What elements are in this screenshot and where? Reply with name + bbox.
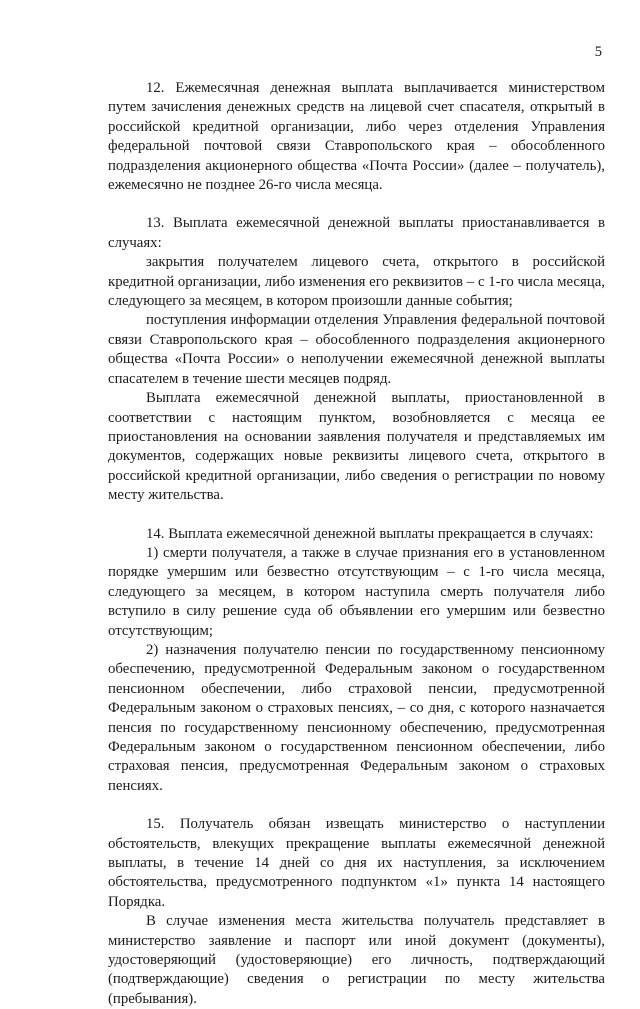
page-number: 5 bbox=[594, 44, 602, 60]
paragraph-13-postal-info: поступления информации отделения Управления федеральной почтовой связи Ставропольского края – обособленного подразделения акционерного общества «Почта России» о неполучении ежемесячной денежной выплаты спасателем в течение шести месяцев подряд. bbox=[108, 312, 605, 387]
paragraph-12: 12. Ежемесячная денежная выплата выплачивается министерством путем зачисления денежных средств на лицевой счет спасателя, открытый в российской кредитной организации, либо через отделения Управления федеральной почтовой связи Ставропольского края – обособленного подразделения акционерного общества «Почта России» (далее – получатель), ежемесячно не позднее 26-го числа месяца. bbox=[108, 80, 605, 194]
paragraph-14-item-1: 1) смерти получателя, а также в случае признания его в установленном порядке умершим или безвестно отсутствующим – с 1-го числа месяца, следующего за месяцем, в котором наступила смерть получателя либо вступило в силу решение суда об объявлении его умершим или безвестно отсутствующим; bbox=[108, 544, 605, 639]
paragraph-14-item-2: 2) назначения получателю пенсии по государственному пенсионному обеспечению, предусмотренной Федеральным законом о государственном пенсионном обеспечении, либо страховой пенсии, предусмотренной Федеральным законом о страховых пенсиях, – со дня, с которого назначается пенсия по государственному пенсионному обеспечению, предусмотренная Федеральным законом о государственном пенсионном обеспечении, либо страховая пенсия, предусмотренная Федеральным законом о страховых пенсиях. bbox=[108, 641, 605, 794]
paragraph-13-account-closure: закрытия получателем лицевого счета, открытого в российской кредитной организации, либо изменения его реквизитов – с 1-го числа месяца, следующего за месяцем, в котором произошли данные события; bbox=[108, 254, 605, 310]
paragraph-15: 15. Получатель обязан извещать министерство о наступлении обстоятельств, влекущих прекращение выплаты ежемесячной денежной выплаты, в течение 14 дней со дня их наступления, за исключением обстоятельства, предусмотренного подпунктом «1» пункта 14 настоящего Порядка. bbox=[108, 816, 605, 910]
paragraph-13: 13. Выплата ежемесячной денежной выплаты приостанавливается в случаях: bbox=[108, 215, 605, 251]
paragraph-15-residence-change: В случае изменения места жительства получатель представляет в министерство заявление и паспорт или иной документ (документы), удостоверяющий (удостоверяющие) его личность, подтверждающий (подтверждающие) сведения о регистрации по месту жительства (пребывания). bbox=[108, 913, 605, 1007]
paragraph-13-resumption: Выплата ежемесячной денежной выплаты, приостановленной в соответствии с настоящим пунктом, возобновляется с месяца ее приостановления на основании заявления получателя и представляемых им документов, содержащих новые реквизиты лицевого счета, открытого в российской кредитной организации, либо сведения о регистрации по новому месту жительства. bbox=[108, 390, 605, 504]
paragraph-14: 14. Выплата ежемесячной денежной выплаты прекращается в случаях: bbox=[146, 525, 594, 542]
document-body bbox=[108, 79, 605, 1009]
